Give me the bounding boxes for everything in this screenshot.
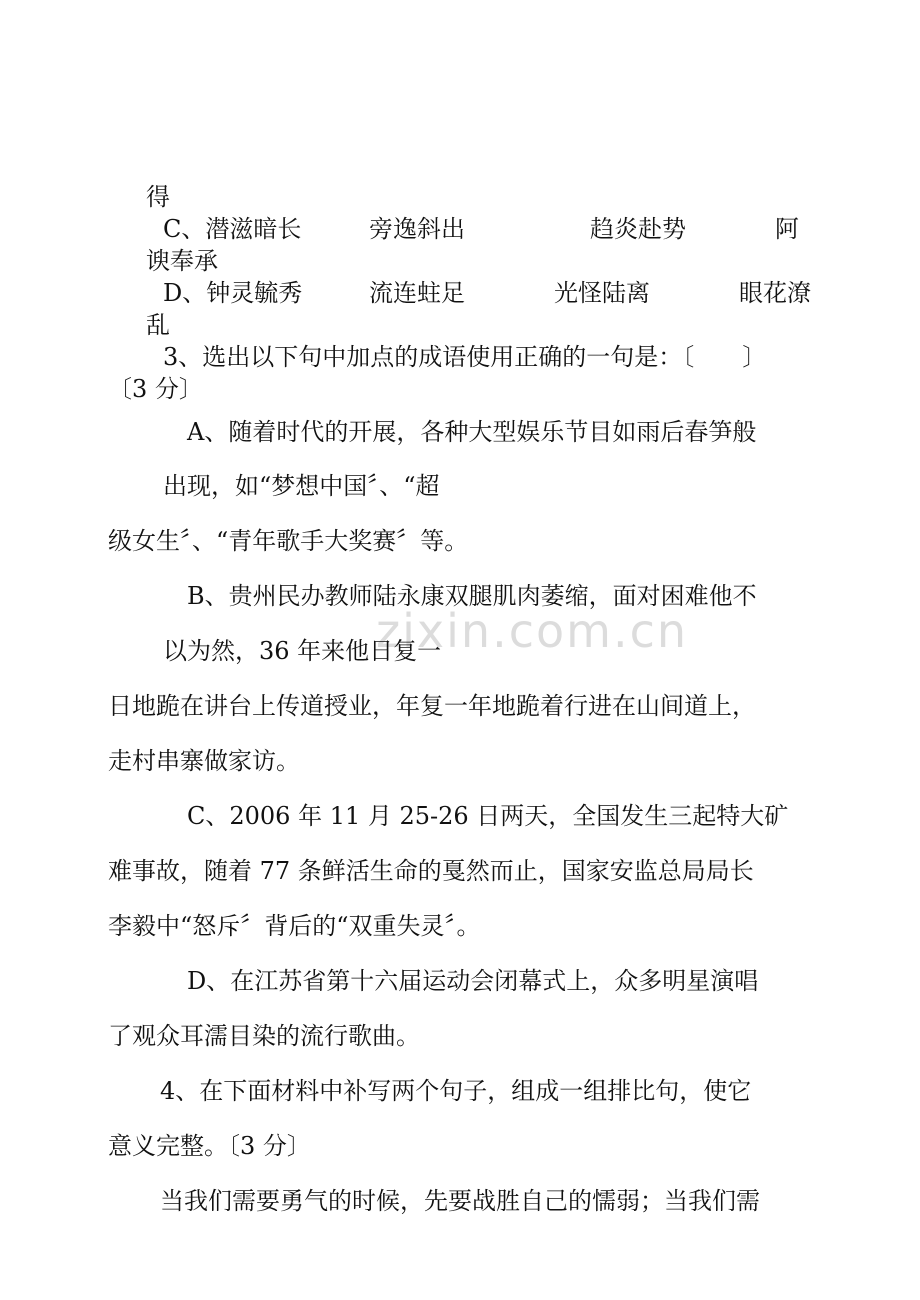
q2-option-d-word2: 流连蛀足 <box>369 279 465 307</box>
q4-passage-line1: 当我们需要勇气的时候，先要战胜自己的懦弱；当我们需 <box>160 1187 760 1215</box>
q2-option-c-word4-end: 谀奉承 <box>146 247 218 275</box>
q2-option-c-word1: C、潜滋暗长 <box>163 215 302 243</box>
q2-option-b-tail: 得 <box>146 183 170 211</box>
q3-stem-line2: 〔3 分〕 <box>108 375 203 403</box>
q2-option-c-word4-start: 阿 <box>775 215 799 243</box>
q4-stem-line2: 意义完整。〔3 分〕 <box>108 1132 311 1160</box>
q3-option-c-line3: 李毅中“怒斥〞背后的“双重失灵〞。 <box>108 912 481 940</box>
q2-option-d-word1: D、钟灵毓秀 <box>163 279 303 307</box>
q3-option-b-line2: 以为然，36 年来他日复一 <box>163 637 442 665</box>
q3-option-b-line4: 走村串寨做家访。 <box>108 747 300 775</box>
q3-option-c-line1: C、2006 年 11 月 25-26 日两天，全国发生三起特大矿 <box>187 802 789 830</box>
q2-option-d-word4-end: 乱 <box>146 311 170 339</box>
q3-option-c-line2: 难事故，随着 77 条鲜活生命的戛然而止，国家安监总局局长 <box>108 857 754 885</box>
q3-option-a-line3: 级女生〞、“青年歌手大奖赛〞等。 <box>108 527 469 555</box>
watermark: zixin.com.cn <box>376 604 689 658</box>
q4-stem-line1: 4、在下面材料中补写两个句子，组成一组排比句，使它 <box>160 1077 752 1105</box>
q3-option-b-line1: B、贵州民办教师陆永康双腿肌肉萎缩，面对困难他不 <box>187 582 757 610</box>
q2-option-d-word4-start: 眼花潦 <box>739 279 811 307</box>
q3-option-b-line3: 日地跪在讲台上传道授业，年复一年地跪着行进在山间道上， <box>108 692 756 720</box>
q2-option-c-word3: 趋炎赴势 <box>590 215 686 243</box>
q2-option-d-word3: 光怪陆离 <box>554 279 650 307</box>
q2-option-c-word2: 旁逸斜出 <box>369 215 465 243</box>
q3-stem-line1: 3、选出以下句中加点的成语使用正确的一句是：〔 〕 <box>163 343 767 371</box>
q3-option-a-line1: A、随着时代的开展，各种大型娱乐节目如雨后春笋般 <box>187 418 757 446</box>
q3-option-d-line1: D、在江苏省第十六届运动会闭幕式上，众多明星演唱 <box>187 967 759 995</box>
q3-option-d-line2: 了观众耳濡目染的流行歌曲。 <box>108 1022 420 1050</box>
q3-option-a-line2: 出现，如“梦想中国〞、“超 <box>163 472 440 500</box>
